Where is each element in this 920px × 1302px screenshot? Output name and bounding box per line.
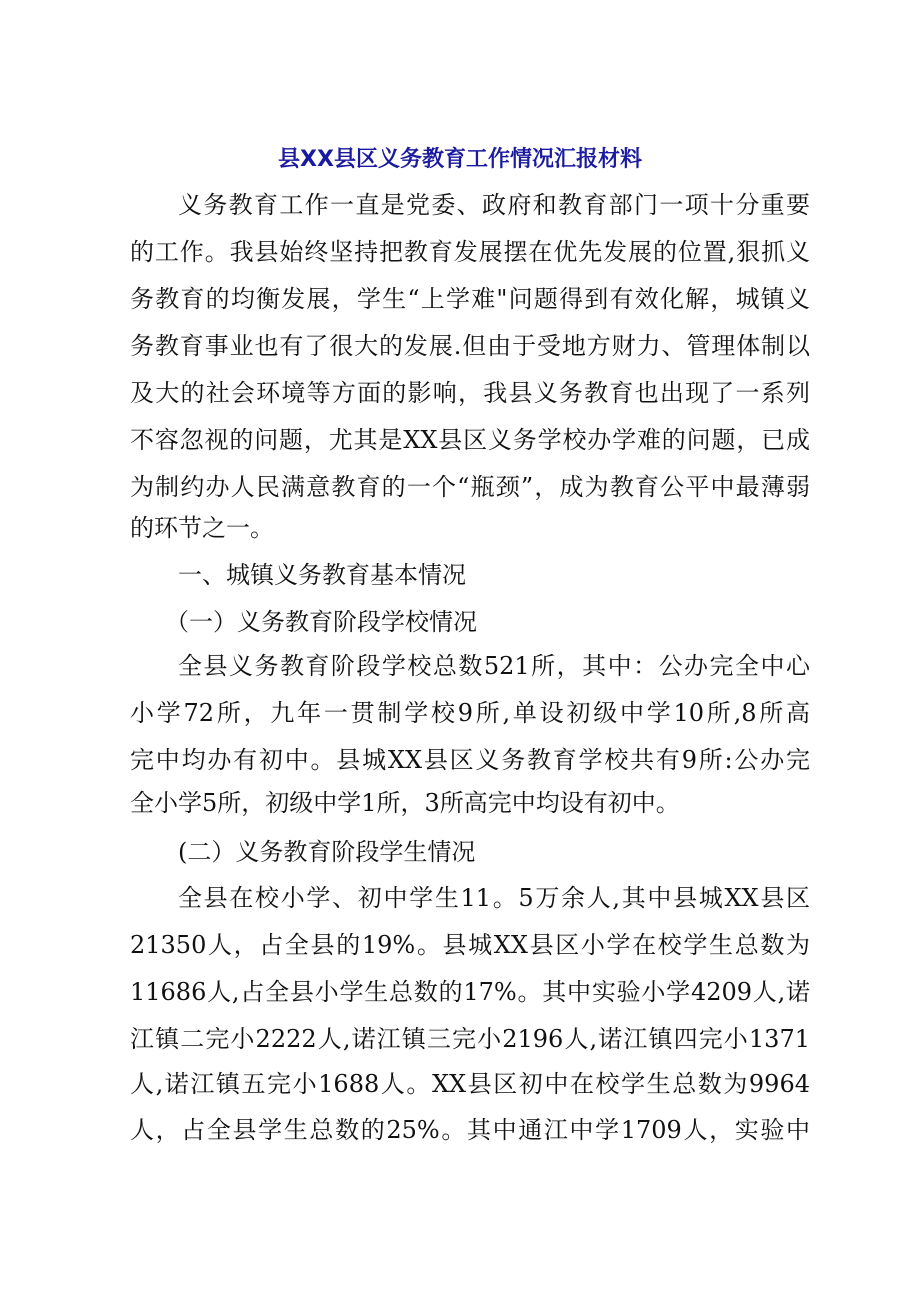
paragraph-line: 21350人，占全县的19%。县城XX县区小学在校学生总数为 [130, 931, 810, 959]
paragraph-line: 的工作。我县始终坚持把教育发展摆在优先发展的位置,狠抓义 [130, 238, 810, 266]
paragraph-line: 人，占全县学生总数的25%。其中通江中学1709人，实验中 [130, 1116, 810, 1144]
paragraph-line: 的环节之一。 [130, 514, 274, 542]
paragraph-line: 完中均办有初中。县城XX县区义务教育学校共有9所:公办完 [130, 746, 810, 774]
paragraph-line: 全县义务教育阶段学校总数521所，其中：公办完全中心 [178, 652, 810, 680]
subsection-heading: (二）义务教育阶段学生情况 [178, 838, 476, 866]
paragraph-line: 为制约办人民满意教育的一个“瓶颈”，成为教育公平中最薄弱 [130, 473, 810, 501]
document-title: 县XX县区义务教育工作情况汇报材料 [278, 147, 642, 172]
section-heading: 一、城镇义务教育基本情况 [178, 561, 466, 589]
paragraph-line: 及大的社会环境等方面的影响，我县义务教育也出现了一系列 [130, 379, 810, 407]
paragraph-line: 不容忽视的问题，尤其是XX县区义务学校办学难的问题，已成 [130, 426, 810, 454]
paragraph-line: 务教育的均衡发展，学生“上学难"问题得到有效化解，城镇义 [130, 285, 810, 313]
paragraph-line: 全县在校小学、初中学生11。5万余人,其中县城XX县区 [178, 884, 810, 912]
paragraph-line: 11686人,占全县小学生总数的17%。其中实验小学4209人,诺 [130, 978, 810, 1006]
paragraph-line: 全小学5所，初级中学1所，3所高完中均设有初中。 [130, 789, 680, 817]
paragraph-line: 义务教育工作一直是党委、政府和教育部门一项十分重要 [178, 191, 810, 219]
paragraph-line: 人,诺江镇五完小1688人。XX县区初中在校学生总数为9964 [130, 1070, 810, 1098]
paragraph-line: 江镇二完小2222人,诺江镇三完小2196人,诺江镇四完小1371 [130, 1025, 810, 1053]
paragraph-line: 务教育事业也有了很大的发展.但由于受地方财力、管理体制以 [130, 332, 810, 360]
paragraph-line: 小学72所，九年一贯制学校9所,单设初级中学10所,8所高 [130, 699, 810, 727]
subsection-heading: （一）义务教育阶段学校情况 [165, 608, 477, 636]
